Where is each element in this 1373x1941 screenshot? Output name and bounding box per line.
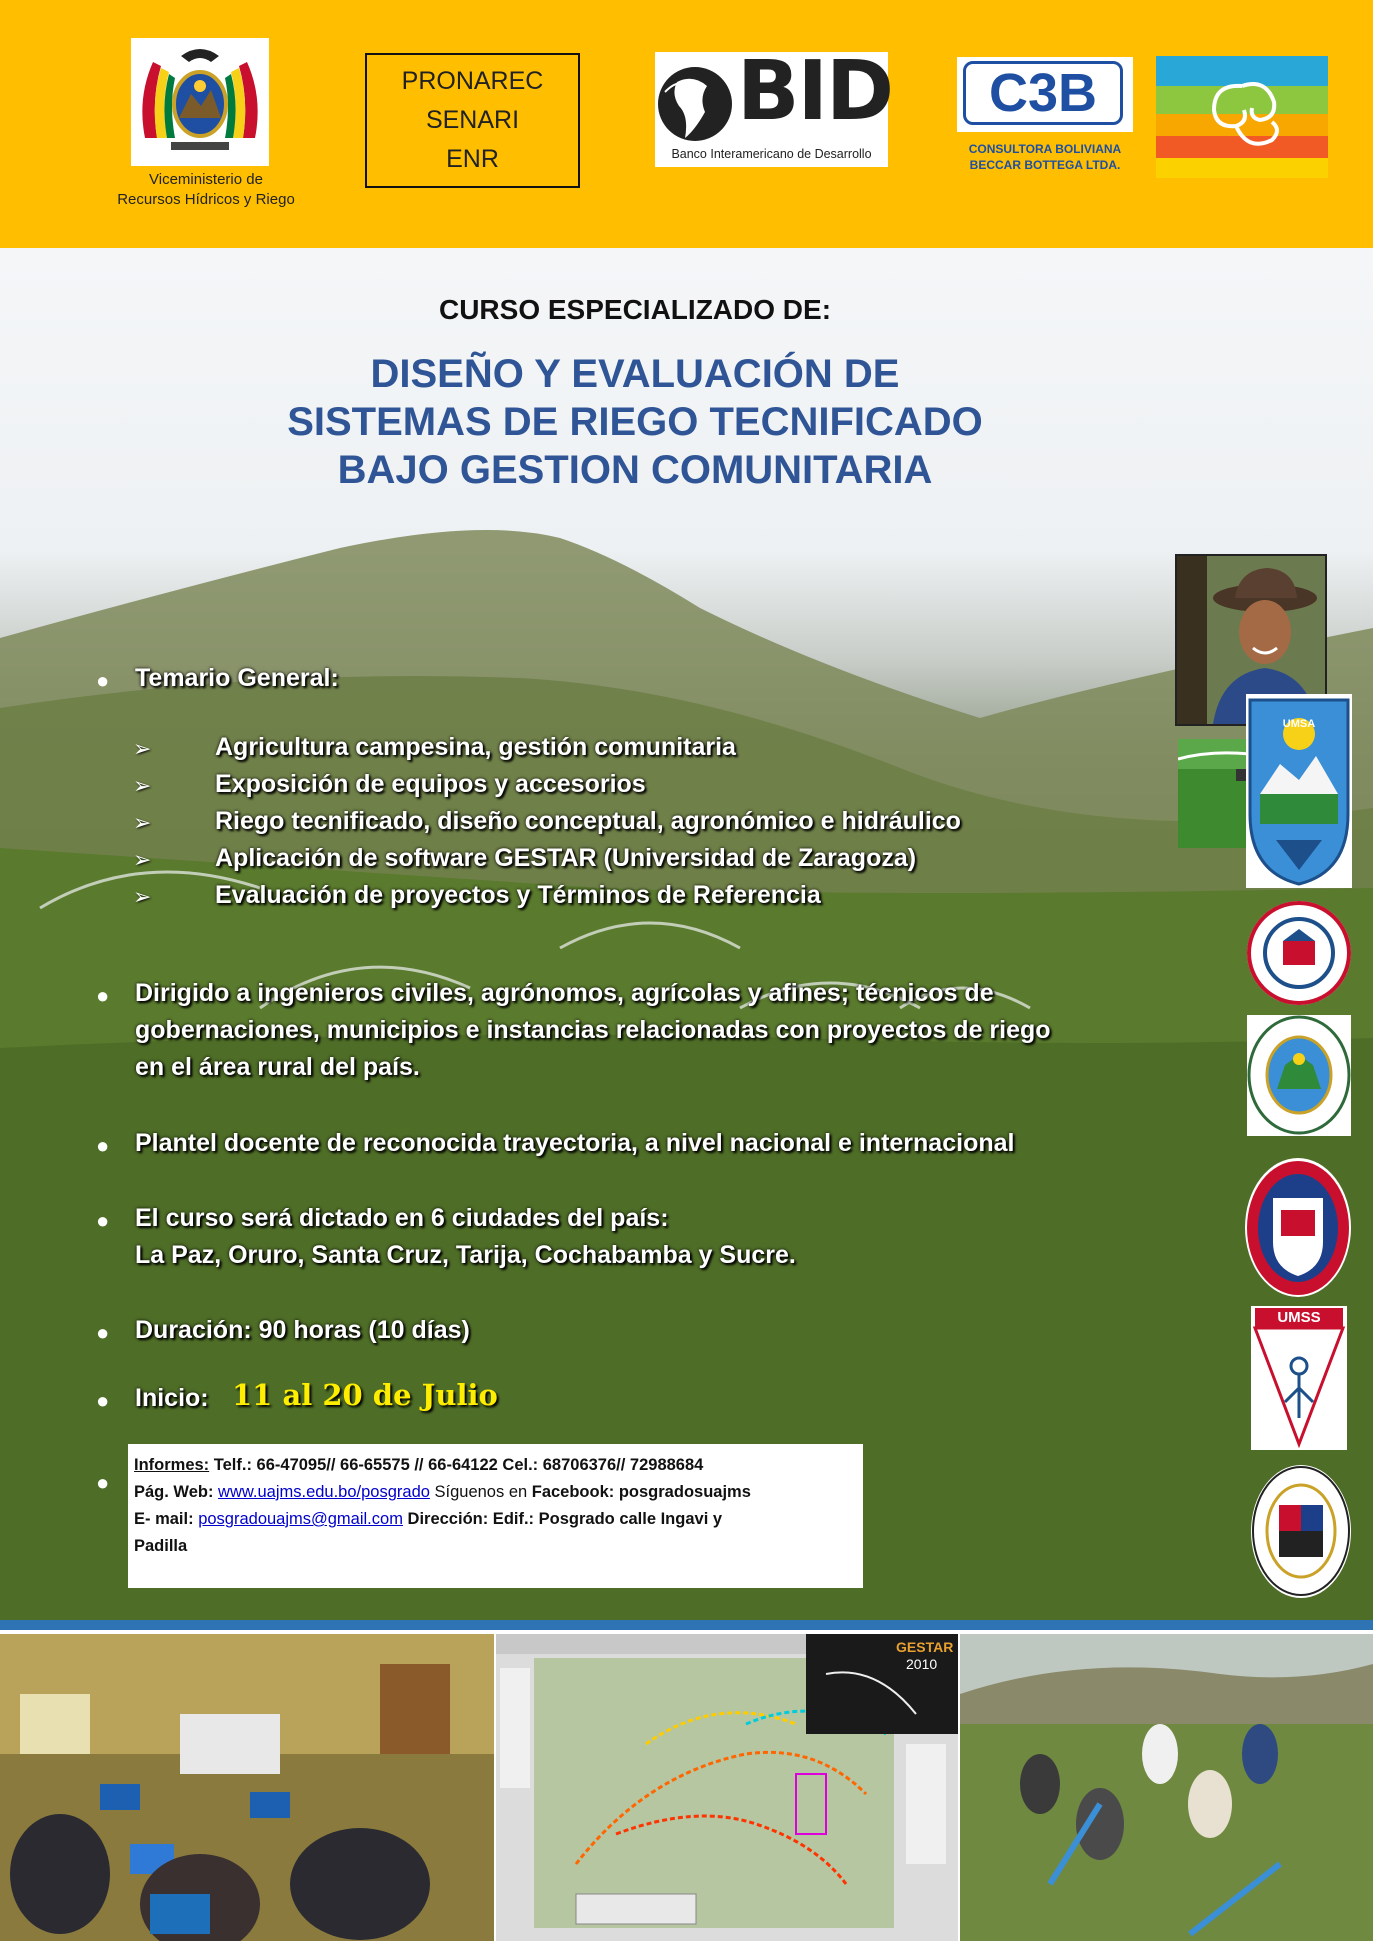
gestar-software-screenshot xyxy=(496,1634,958,1941)
umss-logo-text: UMSS xyxy=(1277,1309,1321,1326)
bullet-dot: ● xyxy=(96,1388,110,1413)
gestar-label: GESTAR xyxy=(896,1639,954,1655)
juan-misael-saracho-logo xyxy=(1245,1158,1351,1297)
bullet-dot: ● xyxy=(96,1133,110,1158)
address-text: Dirección: Edif.: Posgrado calle Ingavi y xyxy=(402,1510,723,1528)
informes-label: Informes: xyxy=(134,1456,210,1474)
tecnica-seal-icon xyxy=(1247,901,1351,1005)
gestar-map-image xyxy=(496,1634,958,1941)
caption-line: Viceministerio de xyxy=(149,171,263,188)
email-link[interactable]: posgradouajms@gmail.com xyxy=(198,1510,403,1528)
bullet-dot: ● xyxy=(96,1320,110,1345)
program-names-box xyxy=(365,53,580,188)
c3b-logo xyxy=(957,57,1133,132)
website-link[interactable]: www.uajms.edu.bo/posgrado xyxy=(218,1483,430,1501)
header-band xyxy=(0,0,1373,248)
duration-text: Duración: 90 horas (10 días) xyxy=(135,1316,470,1344)
umsa-logo-text: UMSA xyxy=(1282,718,1316,730)
start-label: Inicio: xyxy=(135,1384,209,1412)
classroom-image xyxy=(0,1634,494,1941)
email-label: E- mail: xyxy=(134,1510,199,1528)
bolivia-coat-of-arms-logo xyxy=(131,38,269,166)
gabriel-rene-moreno-logo xyxy=(1247,1015,1351,1136)
caption-line: Recursos Hídricos y Riego xyxy=(117,191,295,208)
bullet-dot: ● xyxy=(96,1208,110,1233)
caption-line: BECCAR BOTTEGA LTDA. xyxy=(969,158,1121,172)
program-name: ENR xyxy=(446,145,499,173)
address-line-2: Padilla xyxy=(134,1537,188,1555)
bullet-dot: ● xyxy=(96,668,110,693)
audience-line: gobernaciones, municipios e instancias relacionadas con proyectos de riego xyxy=(135,1016,1051,1044)
program-name: PRONAREC xyxy=(401,67,544,95)
field-visit-photo xyxy=(960,1634,1373,1941)
follow-text: Síguenos en xyxy=(429,1483,532,1501)
umss-icon xyxy=(1251,1306,1347,1450)
jms-seal-icon xyxy=(1245,1158,1351,1297)
audience-line: Dirigido a ingenieros civiles, agrónomos, agrícolas y afines; técnicos de xyxy=(135,979,994,1007)
arrow-bullet-icon: ➢ xyxy=(133,773,152,798)
footer-stripe xyxy=(0,1620,1373,1630)
course-title-line: SISTEMAS DE RIEGO TECNIFICADO xyxy=(287,400,983,444)
umsa-university-logo xyxy=(1246,694,1352,888)
umss-university-logo xyxy=(1251,1306,1347,1450)
c3b-logo-text: C3B xyxy=(963,61,1123,125)
cities-line: El curso será dictado en 6 ciudades del país: xyxy=(135,1204,669,1232)
grm-seal-icon xyxy=(1247,1015,1351,1136)
email-line xyxy=(134,1506,857,1533)
phone-numbers: Telf.: 66-47095// 66-65575 // 66-64122 Cel.: 68706376// 72988684 xyxy=(209,1456,704,1474)
course-title-line: BAJO GESTION COMUNITARIA xyxy=(337,448,933,492)
classroom-photo xyxy=(0,1634,494,1941)
start-date: 11 al 20 de Julio xyxy=(232,1378,498,1412)
temario-item: Riego tecnificado, diseño conceptual, agronómico e hidráulico xyxy=(215,807,961,835)
temario-item: Agricultura campesina, gestión comunitaria xyxy=(215,733,736,761)
web-label: Pág. Web: xyxy=(134,1483,219,1501)
hero-background-photo xyxy=(0,248,1373,1620)
course-kicker: CURSO ESPECIALIZADO DE: xyxy=(438,294,832,325)
contact-info-box xyxy=(128,1444,863,1588)
bullet-dot: ● xyxy=(96,983,110,1008)
coat-of-arms-icon xyxy=(131,38,269,166)
coat-of-arms-caption xyxy=(96,170,316,210)
c3b-caption xyxy=(945,141,1145,173)
program-name: SENARI xyxy=(425,106,520,134)
temario-item: Evaluación de proyectos y Términos de Referencia xyxy=(215,881,821,909)
bullet-dot: ● xyxy=(96,1470,110,1495)
gestar-year: 2010 xyxy=(906,1656,938,1672)
course-title-line: DISEÑO Y EVALUACIÓN DE xyxy=(370,352,900,396)
field-visit-image xyxy=(960,1634,1373,1941)
bid-logo xyxy=(655,44,893,167)
cities-line: La Paz, Oruro, Santa Cruz, Tarija, Cochabamba y Sucre. xyxy=(135,1241,796,1269)
triskelion-icon xyxy=(1156,56,1328,178)
bid-caption: Banco Interamericano de Desarrollo xyxy=(671,147,872,161)
swirl-logo xyxy=(1156,56,1328,178)
temario-item: Exposición de equipos y accesorios xyxy=(215,770,646,798)
caption-line: CONSULTORA BOLIVIANA xyxy=(968,142,1122,156)
phones-line xyxy=(134,1452,857,1479)
audience-line: en el área rural del país. xyxy=(135,1053,420,1081)
arrow-bullet-icon: ➢ xyxy=(133,847,152,872)
facebook-handle: Facebook: posgradosuajms xyxy=(531,1483,751,1501)
faculty-text: Plantel docente de reconocida trayectoria, a nivel nacional e internacional xyxy=(135,1129,1015,1157)
temario-heading: Temario General: xyxy=(135,664,339,692)
arrow-bullet-icon: ➢ xyxy=(133,884,152,909)
web-line xyxy=(134,1479,857,1506)
arrow-bullet-icon: ➢ xyxy=(133,736,152,761)
temario-item: Aplicación de software GESTAR (Universidad de Zaragoza) xyxy=(215,844,917,872)
audience-text xyxy=(135,975,1051,1086)
usfx-seal-icon xyxy=(1251,1465,1351,1598)
cities-text xyxy=(135,1200,796,1274)
bid-logo-text: BID xyxy=(737,44,893,139)
arrow-bullet-icon: ➢ xyxy=(133,810,152,835)
san-francisco-xavier-logo xyxy=(1251,1465,1351,1598)
tecnica-university-logo xyxy=(1247,901,1351,1005)
